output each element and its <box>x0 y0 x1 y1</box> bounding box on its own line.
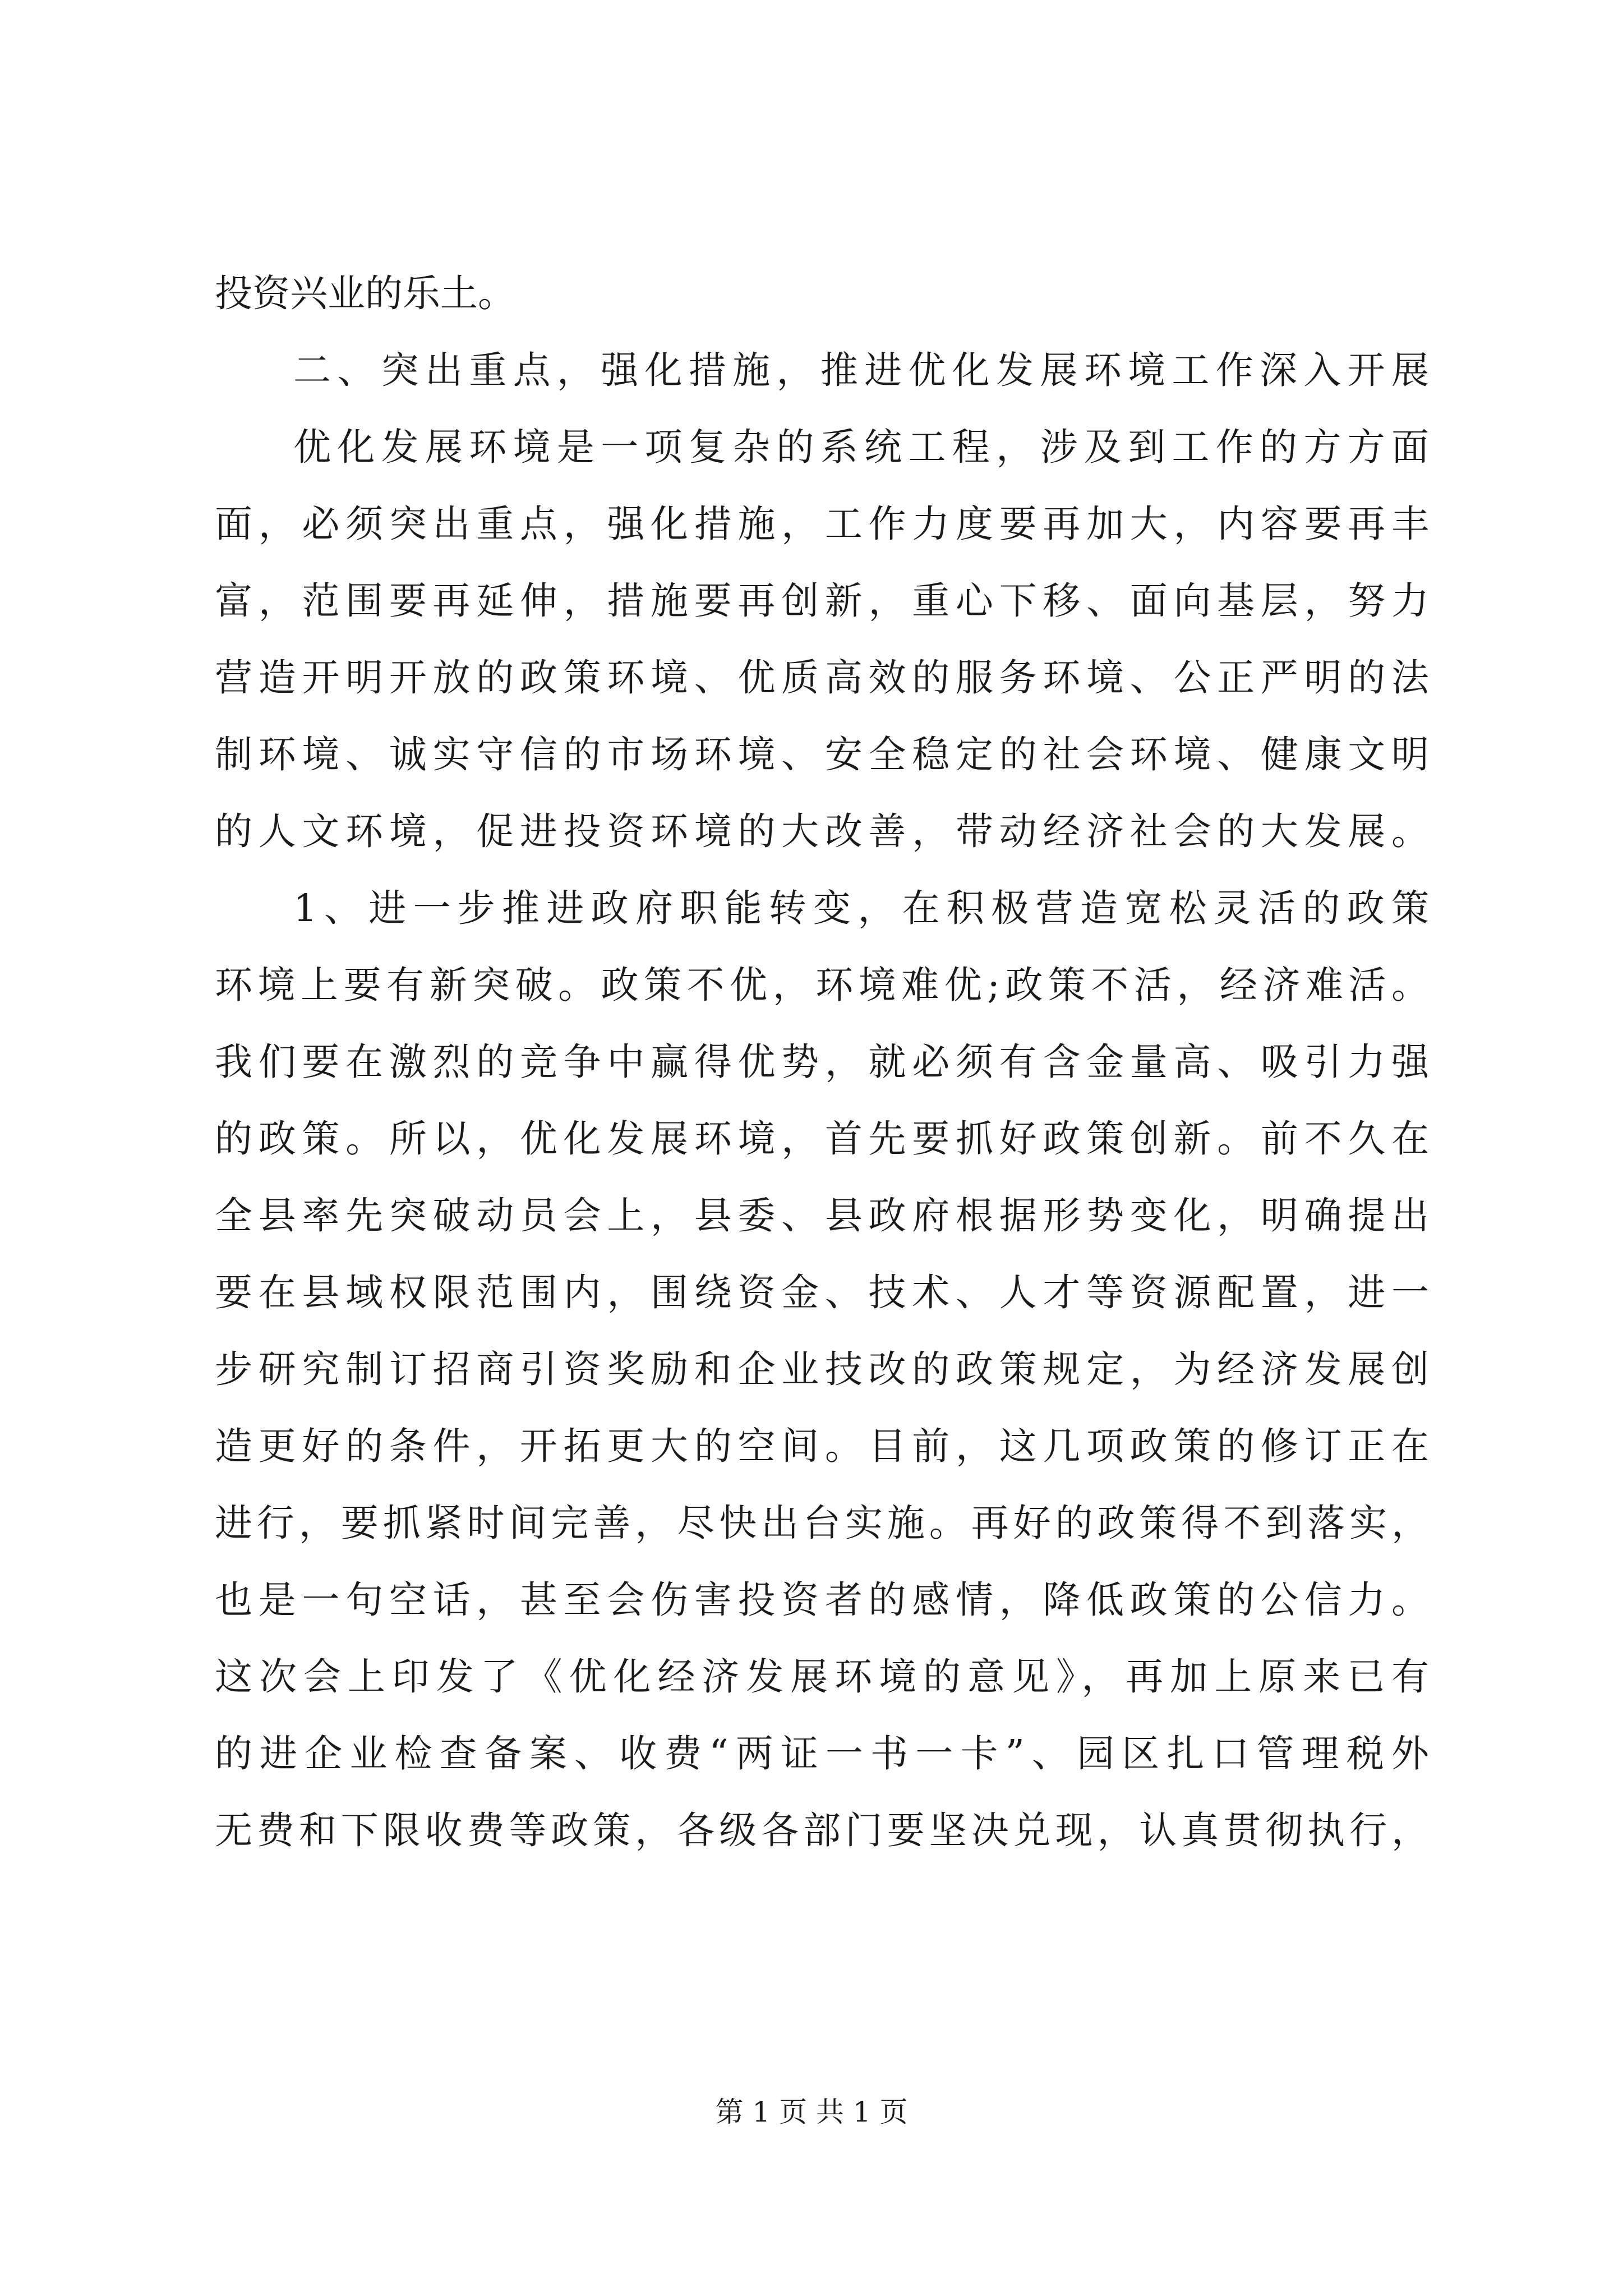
text-line: 二、突出重点，强化措施，推进优化发展环境工作深入开展 <box>293 348 1429 392</box>
text-line: 面，必须突出重点，强化措施，工作力度要再加大，内容要再丰 <box>215 502 1429 546</box>
text-line: 造更好的条件，开拓更大的空间。目前，这几项政策的修订正在 <box>215 1424 1429 1468</box>
text-line: 我们要在激烈的竞争中赢得优势，就必须有含金量高、吸引力强 <box>215 1040 1429 1084</box>
text-line: 制环境、诚实守信的市场环境、安全稳定的社会环境、健康文明 <box>215 733 1429 776</box>
text-line: 无费和下限收费等政策，各级各部门要坚决兑现，认真贯彻执行， <box>215 1809 1429 1852</box>
text-line: 环境上要有新突破。政策不优，环境难优;政策不活，经济难活。 <box>215 963 1429 1007</box>
text-line: 优化发展环境是一项复杂的系统工程，涉及到工作的方方面 <box>293 425 1429 469</box>
text-line: 这次会上印发了《优化经济发展环境的意见》，再加上原来已有 <box>215 1655 1429 1699</box>
text-line: 的人文环境，促进投资环境的大改善，带动经济社会的大发展。 <box>215 809 1429 853</box>
text-line: 步研究制订招商引资奖励和企业技改的政策规定，为经济发展创 <box>215 1347 1429 1391</box>
text-line: 的政策。所以，优化发展环境，首先要抓好政策创新。前不久在 <box>215 1117 1429 1161</box>
text-line: 也是一句空话，甚至会伤害投资者的感情，降低政策的公信力。 <box>215 1578 1429 1622</box>
text-line: 1、进一步推进政府职能转变，在积极营造宽松灵活的政策 <box>293 886 1429 930</box>
document-body <box>215 255 1429 1869</box>
page-footer: 第 1 页 共 1 页 <box>715 2096 908 2128</box>
text-line: 营造开明开放的政策环境、优质高效的服务环境、公正严明的法 <box>215 656 1429 700</box>
text-line: 投资兴业的乐土。 <box>215 272 515 315</box>
text-line: 全县率先突破动员会上，县委、县政府根据形势变化，明确提出 <box>215 1194 1429 1237</box>
text-line: 要在县域权限范围内，围绕资金、技术、人才等资源配置，进一 <box>215 1271 1429 1314</box>
text-line: 富，范围要再延伸，措施要再创新，重心下移、面向基层，努力 <box>215 579 1429 623</box>
text-line: 的进企业检查备案、收费“两证一书一卡”、园区扎口管理税外 <box>215 1732 1429 1775</box>
text-line: 进行，要抓紧时间完善，尽快出台实施。再好的政策得不到落实， <box>215 1501 1429 1545</box>
